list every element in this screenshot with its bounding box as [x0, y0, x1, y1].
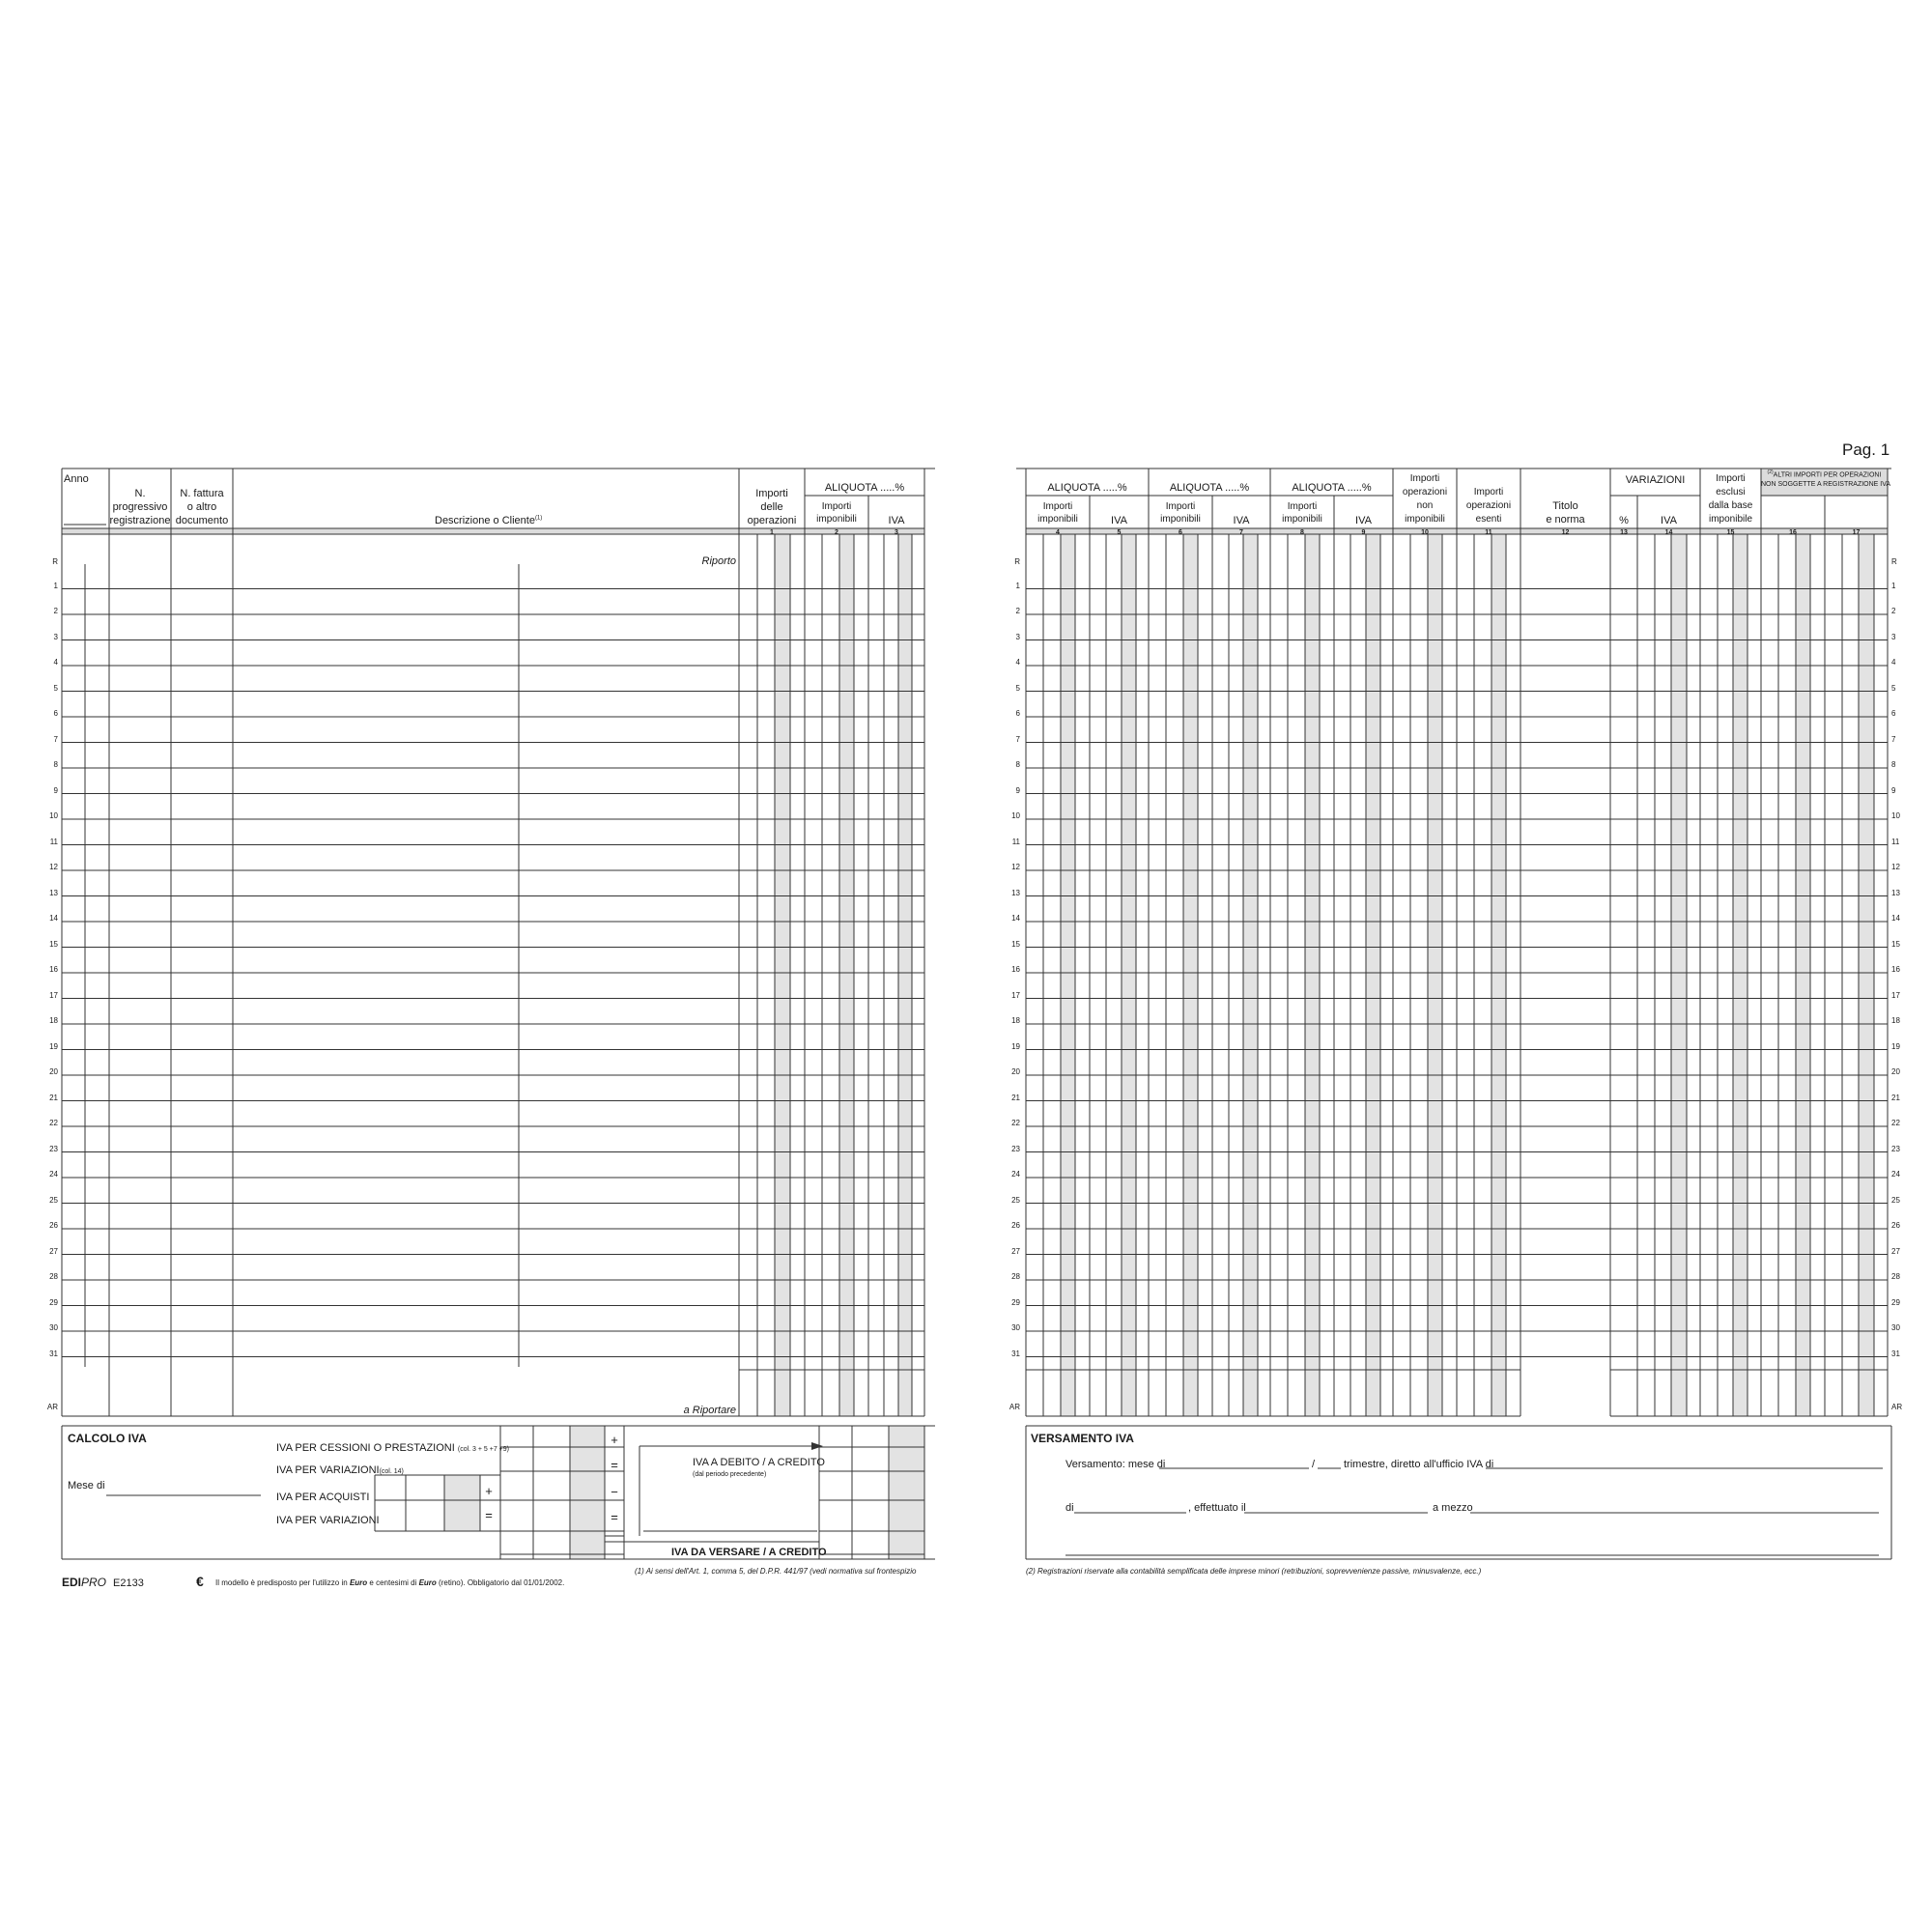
- header-aliquota-a: ALIQUOTA .....%: [1047, 482, 1127, 494]
- row-label-left: 17: [49, 990, 58, 1000]
- row-label-mid: 6: [1015, 709, 1020, 718]
- row-label-left-end: AR: [46, 1403, 58, 1411]
- header-descrizione-note: (1): [534, 515, 543, 522]
- row-label-mid: 28: [1011, 1272, 1020, 1281]
- header-n-progressivo-1: N.: [134, 488, 146, 499]
- row-label-left: 8: [53, 760, 58, 769]
- row-label-left: 21: [49, 1093, 58, 1102]
- row-label-right: 30: [1891, 1323, 1900, 1332]
- right-footnote: (2) Registrazioni riservate alla contabilità semplificata delle imprese minori (retribuzioni, soprevvenienze passive, minusvalenze, ecc.): [1026, 1567, 1482, 1576]
- row-label-mid-start: R: [1014, 557, 1020, 566]
- euro-note-c: (retino). Obbligatorio dal 01/01/2002.: [439, 1578, 565, 1587]
- colnum-7: 7: [1239, 529, 1243, 536]
- colnum-5: 5: [1117, 529, 1122, 536]
- header-importi-imponibili-left-2: imponibili: [816, 514, 857, 525]
- row-label-right: 16: [1891, 965, 1900, 974]
- row-label-mid: 26: [1011, 1221, 1020, 1230]
- colnum-9: 9: [1361, 529, 1366, 536]
- calcolo-mese-label: Mese di: [68, 1480, 105, 1492]
- row-label-left: 9: [53, 785, 58, 795]
- colnum-10: 10: [1421, 529, 1429, 536]
- header-esclusi-1: Importi: [1716, 473, 1746, 484]
- row-label-mid: 25: [1011, 1195, 1020, 1205]
- row-label-right: 25: [1891, 1195, 1900, 1205]
- sym-plus-2: +: [485, 1484, 493, 1498]
- header-altri-1: [1761, 470, 1888, 479]
- header-non-imponibili-4: imponibili: [1405, 514, 1445, 525]
- sym-eq-3: =: [485, 1508, 493, 1522]
- colnum-14: 14: [1664, 529, 1673, 536]
- calcolo-iva-title: CALCOLO IVA: [68, 1432, 147, 1445]
- header-importi-imponibili-left-1: Importi: [821, 501, 852, 512]
- header-n-fattura-1: N. fattura: [180, 488, 224, 499]
- colnum-4: 4: [1056, 529, 1060, 536]
- header-iva-left: IVA: [888, 515, 905, 526]
- row-label-right: 10: [1891, 811, 1900, 820]
- row-label-left: 2: [53, 607, 58, 615]
- versamento-trimestre-label: trimestre, diretto all'ufficio IVA di: [1344, 1459, 1494, 1470]
- row-label-mid: 10: [1011, 811, 1020, 820]
- colnum-15: 15: [1726, 529, 1735, 536]
- row-label-mid: 11: [1011, 837, 1020, 846]
- versamento-mezzo-label: a mezzo: [1433, 1502, 1473, 1514]
- row-label-right: 7: [1891, 734, 1896, 744]
- row-label-left: 25: [49, 1195, 58, 1205]
- left-footnote: (1) Ai sensi dell'Art. 1, comma 5, del D.P.R. 441/97 (vedi normativa sul frontespizio: [635, 1567, 917, 1576]
- row-label-right: 8: [1891, 760, 1896, 769]
- row-label-left: 15: [49, 939, 58, 949]
- sym-eq-1: =: [611, 1458, 618, 1472]
- row-label-mid: 24: [1011, 1170, 1020, 1179]
- row-label-left: 27: [49, 1246, 58, 1256]
- row-label-left: 1: [53, 581, 58, 590]
- row-label-left: 4: [53, 658, 58, 667]
- row-label-right: 18: [1891, 1016, 1900, 1025]
- row-label-mid: 21: [1011, 1093, 1020, 1102]
- versamento-effettuato-label: , effettuato il: [1188, 1502, 1246, 1514]
- row-label-mid: 17: [1011, 990, 1020, 1000]
- row-label-left: 11: [49, 837, 58, 846]
- row-label-right: 28: [1891, 1272, 1900, 1281]
- row-label-right-end: AR: [1891, 1403, 1903, 1411]
- debito-credito-label: IVA A DEBITO / A CREDITO: [693, 1457, 825, 1468]
- row-label-right: 3: [1891, 632, 1896, 641]
- euro-note-euro2: Euro: [418, 1578, 437, 1587]
- sym-plus-1: +: [611, 1433, 618, 1447]
- row-label-left: 20: [49, 1067, 58, 1076]
- row-label-left: 18: [49, 1016, 58, 1025]
- calcolo-cessioni-label: [276, 1442, 509, 1455]
- colnum-12: 12: [1561, 529, 1570, 536]
- row-label-mid: 27: [1011, 1246, 1020, 1256]
- header-non-imponibili-2: operazioni: [1402, 487, 1448, 497]
- row-label-right: 24: [1891, 1170, 1900, 1179]
- header-descrizione-label: Descrizione o Cliente: [435, 515, 535, 526]
- calcolo-variazioni-acq-label: IVA PER VARIAZIONI: [276, 1515, 380, 1526]
- row-label-mid: 16: [1011, 965, 1020, 974]
- header-n-fattura-2: o altro: [186, 501, 217, 513]
- row-label-right: 12: [1891, 863, 1900, 871]
- row-label-right: 26: [1891, 1221, 1900, 1230]
- header-altri-line1: ALTRI IMPORTI PER OPERAZIONI: [1773, 471, 1882, 479]
- row-label-right: 14: [1891, 914, 1900, 923]
- row-label-left: 12: [49, 863, 58, 871]
- header-esenti-2: operazioni: [1465, 500, 1512, 511]
- header-esenti-1: Importi: [1473, 487, 1504, 497]
- row-label-right: 1: [1891, 581, 1896, 590]
- header-variazioni: VARIAZIONI: [1625, 474, 1686, 486]
- row-label-left: 30: [49, 1323, 58, 1332]
- row-label-right: 15: [1891, 939, 1900, 949]
- row-label-left: 24: [49, 1170, 58, 1179]
- colnum-17: 17: [1852, 529, 1861, 536]
- header-anno: Anno: [64, 473, 89, 485]
- brand-logo-bold: EDI: [62, 1576, 82, 1589]
- brand-logo-italic: PRO: [81, 1576, 107, 1589]
- header-esenti-3: esenti: [1475, 514, 1502, 525]
- row-label-right: 9: [1891, 785, 1896, 795]
- row-label-mid: 2: [1015, 607, 1020, 615]
- header-imponibili-a-1: Importi: [1042, 501, 1073, 512]
- colnum-16: 16: [1789, 529, 1797, 536]
- row-label-right: 27: [1891, 1246, 1900, 1256]
- iva-da-versare-label: IVA DA VERSARE / A CREDITO: [671, 1547, 827, 1558]
- grid-lines: [62, 469, 1891, 1559]
- colnum-11: 11: [1485, 529, 1492, 536]
- colnum-13: 13: [1620, 529, 1628, 536]
- row-label-right: 6: [1891, 709, 1896, 718]
- row-label-mid: 8: [1015, 760, 1020, 769]
- row-label-left: 13: [49, 888, 58, 897]
- row-label-mid: 20: [1011, 1067, 1020, 1076]
- header-importi-operazioni-3: operazioni: [747, 515, 797, 526]
- row-label-right: 13: [1891, 888, 1900, 897]
- euro-note-b: e centesimi di: [369, 1578, 417, 1587]
- row-label-mid: 22: [1011, 1119, 1020, 1127]
- row-label-left: 26: [49, 1221, 58, 1230]
- header-n-progressivo-2: progressivo: [112, 501, 168, 513]
- calcolo-acquisti-label: IVA PER ACQUISTI: [276, 1492, 370, 1503]
- header-imponibili-c-2: imponibili: [1282, 514, 1322, 525]
- header-n-progressivo-3: registrazione: [109, 515, 171, 526]
- sym-eq-2: =: [611, 1510, 618, 1524]
- header-iva-c: IVA: [1355, 515, 1372, 526]
- row-label-right: 22: [1891, 1119, 1900, 1127]
- shaded-cells: [62, 469, 1891, 1559]
- form-code: E2133: [113, 1577, 144, 1589]
- row-label-mid-end: AR: [1009, 1403, 1020, 1411]
- row-label-right: 31: [1891, 1349, 1900, 1358]
- versamento-di-label: di: [1065, 1502, 1074, 1514]
- row-label-mid: 9: [1015, 785, 1020, 795]
- versamento-title: VERSAMENTO IVA: [1031, 1432, 1134, 1445]
- header-imponibili-b-1: Importi: [1165, 501, 1196, 512]
- colnum-2: 2: [835, 529, 838, 536]
- debito-credito-note: (dal periodo precedente): [693, 1471, 767, 1478]
- euro-note-euro1: Euro: [349, 1578, 368, 1587]
- row-label-right: 23: [1891, 1144, 1900, 1153]
- row-label-left: 19: [49, 1041, 58, 1051]
- page-number: Pag. 1: [1842, 440, 1890, 459]
- header-iva-b: IVA: [1233, 515, 1250, 526]
- row-label-mid: 1: [1015, 581, 1020, 590]
- row-label-left: 10: [49, 811, 58, 820]
- row-label-right: 21: [1891, 1093, 1900, 1102]
- row-label-right: 5: [1891, 683, 1896, 693]
- row-label-mid: 4: [1015, 658, 1020, 667]
- row-label-mid: 13: [1011, 888, 1020, 897]
- row-label-left: 31: [49, 1349, 58, 1358]
- row-label-right: 2: [1891, 607, 1896, 615]
- row-label-right: 20: [1891, 1067, 1900, 1076]
- row-label-left: 6: [53, 709, 58, 718]
- header-importi-operazioni-2: delle: [760, 501, 783, 513]
- header-esclusi-2: esclusi: [1716, 487, 1746, 497]
- calcolo-variazioni-label: [276, 1464, 404, 1477]
- row-label-left: 3: [53, 632, 58, 641]
- row-label-right: 29: [1891, 1297, 1900, 1307]
- header-aliquota-c: ALIQUOTA .....%: [1292, 482, 1372, 494]
- colnum-3: 3: [895, 529, 898, 536]
- calcolo-variazioni-note: (col. 14): [379, 1468, 404, 1475]
- colnum-6: 6: [1179, 529, 1182, 536]
- calcolo-cessioni-note: (col. 3 + 5 +7 +9): [457, 1446, 509, 1453]
- header-variazioni-iva: IVA: [1661, 515, 1677, 526]
- header-aliquota-left: ALIQUOTA .....%: [824, 482, 905, 494]
- row-label-left: 16: [49, 965, 58, 974]
- row-label-mid: 14: [1011, 914, 1020, 923]
- header-importi-operazioni-1: Importi: [755, 488, 788, 499]
- row-label-left-start: R: [52, 557, 58, 566]
- euro-icon: €: [196, 1574, 204, 1589]
- header-non-imponibili-1: Importi: [1409, 473, 1440, 484]
- header-titolo-1: Titolo: [1552, 500, 1578, 512]
- row-label-left: 14: [49, 914, 58, 923]
- riporto-label: Riporto: [701, 555, 736, 567]
- row-label-left: 23: [49, 1144, 58, 1153]
- header-altri-note: (2): [1767, 469, 1774, 475]
- row-label-mid: 30: [1011, 1323, 1020, 1332]
- row-label-left: 29: [49, 1297, 58, 1307]
- row-label-left: 5: [53, 683, 58, 693]
- header-altri-2: NON SOGGETTE A REGISTRAZIONE IVA: [1761, 481, 1891, 488]
- row-label-mid: 18: [1011, 1016, 1020, 1025]
- row-label-right: 11: [1891, 837, 1900, 846]
- row-label-mid: 7: [1015, 734, 1020, 744]
- row-label-mid: 3: [1015, 632, 1020, 641]
- row-label-mid: 19: [1011, 1041, 1020, 1051]
- calcolo-cessioni-text: IVA PER CESSIONI O PRESTAZIONI: [276, 1442, 455, 1454]
- row-label-mid: 5: [1015, 683, 1020, 693]
- header-n-fattura-3: documento: [175, 515, 229, 526]
- sym-minus-1: −: [611, 1485, 618, 1499]
- header-descrizione: [435, 515, 542, 527]
- versamento-mese-label: Versamento: mese di: [1065, 1459, 1166, 1470]
- header-esclusi-4: imponibile: [1708, 514, 1753, 525]
- row-label-mid: 23: [1011, 1144, 1020, 1153]
- versamento-slash: /: [1312, 1459, 1316, 1470]
- row-label-mid: 15: [1011, 939, 1020, 949]
- colnum-1: 1: [770, 529, 774, 536]
- calcolo-variazioni-text: IVA PER VARIAZIONI: [276, 1464, 380, 1476]
- euro-note: [215, 1578, 564, 1587]
- row-label-left: 28: [49, 1272, 58, 1281]
- header-titolo-2: e norma: [1546, 514, 1585, 526]
- header-imponibili-c-1: Importi: [1287, 501, 1318, 512]
- header-esclusi-3: dalla base: [1708, 500, 1753, 511]
- colnum-8: 8: [1300, 529, 1304, 536]
- a-riportare-label: a Riportare: [683, 1405, 736, 1416]
- row-label-right: 17: [1891, 990, 1900, 1000]
- arrow-head-icon: [811, 1442, 823, 1450]
- header-imponibili-b-2: imponibili: [1160, 514, 1201, 525]
- header-variazioni-percent: %: [1619, 515, 1629, 526]
- row-label-right-start: R: [1891, 557, 1897, 566]
- header-aliquota-b: ALIQUOTA .....%: [1169, 482, 1250, 494]
- row-label-left: 7: [53, 734, 58, 744]
- row-label-left: 22: [49, 1119, 58, 1127]
- row-label-mid: 31: [1011, 1349, 1020, 1358]
- row-label-mid: 29: [1011, 1297, 1020, 1307]
- header-iva-a: IVA: [1111, 515, 1127, 526]
- euro-note-a: Il modello è predisposto per l'utilizzo in: [215, 1578, 348, 1587]
- row-label-mid: 12: [1011, 863, 1020, 871]
- brand-logo: [62, 1577, 106, 1590]
- header-non-imponibili-3: non: [1416, 500, 1434, 511]
- row-label-right: 19: [1891, 1041, 1900, 1051]
- header-imponibili-a-2: imponibili: [1037, 514, 1078, 525]
- row-label-right: 4: [1891, 658, 1896, 667]
